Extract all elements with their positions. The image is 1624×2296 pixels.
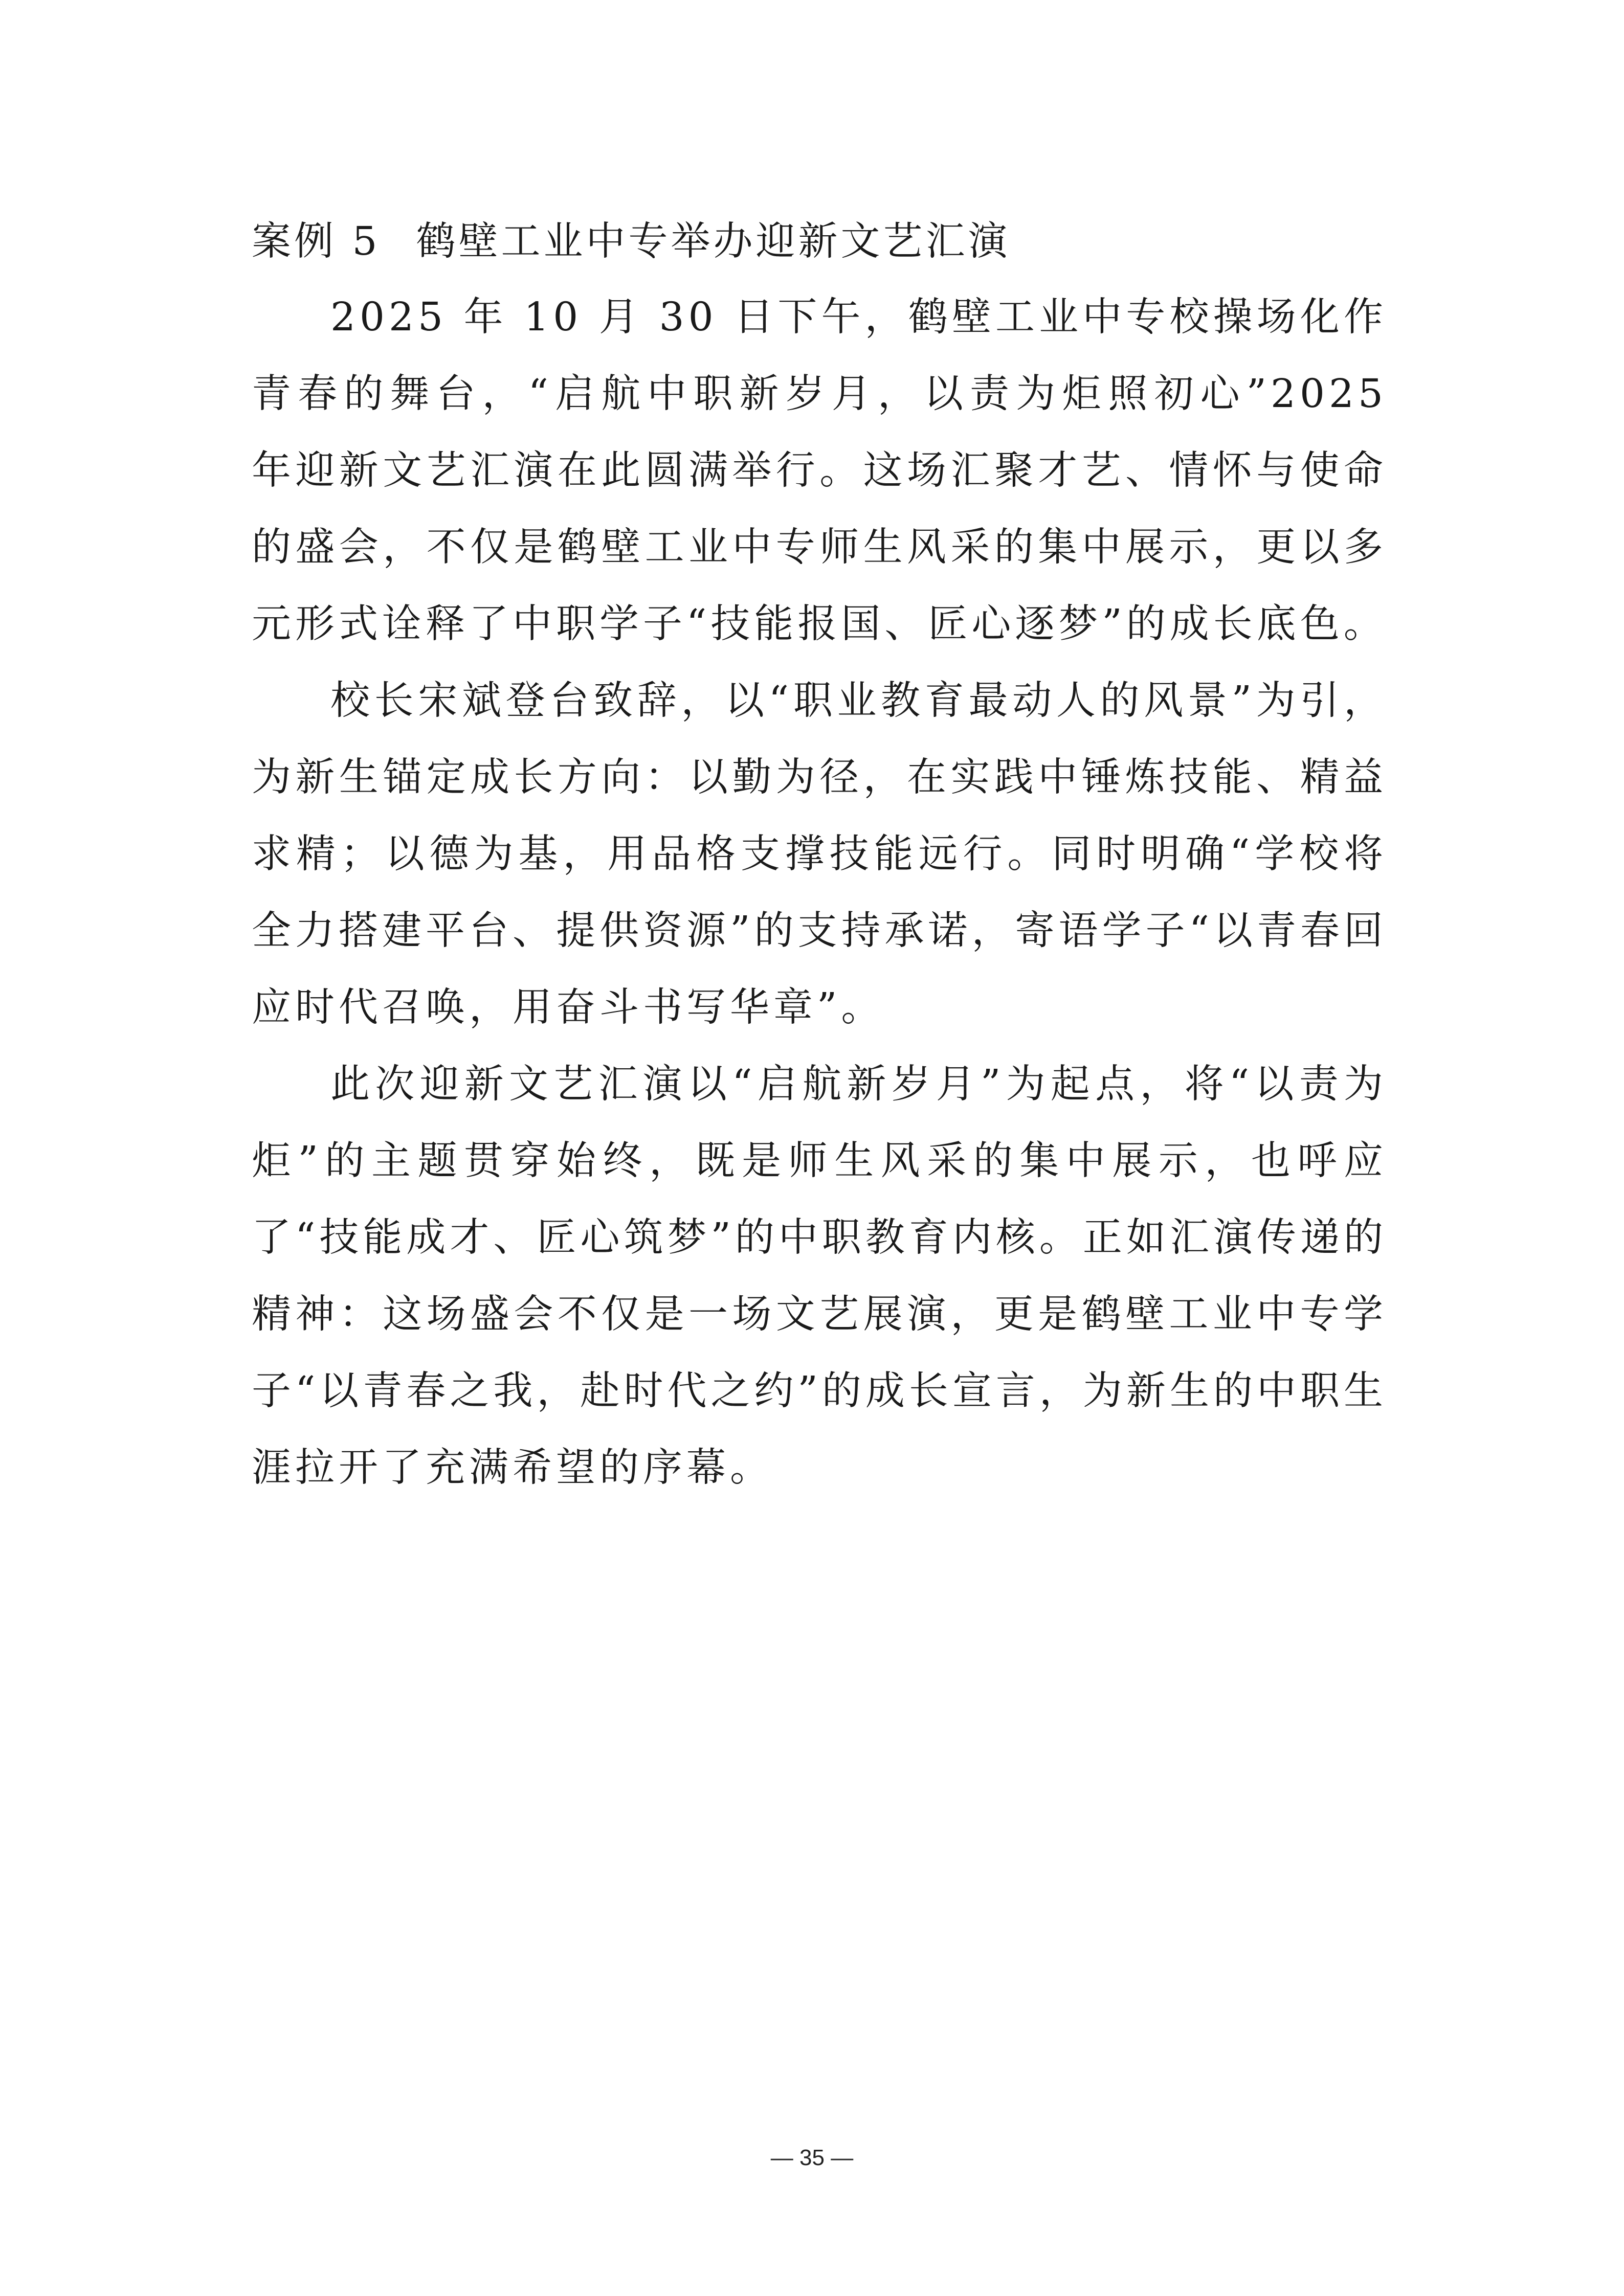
article-heading	[252, 209, 1387, 275]
paragraph-event-intro: 2025 年 10 月 30 日下午，鹤壁工业中专校操场化作青春的舞台，“启航中职新岁月，以责为炬照初心”2025 年迎新文艺汇演在此圆满举行。这场汇聚才艺、情怀与使命的盛会，不仅是鹤壁工业中专师生风采的集中展示，更以多元形式诠释了中职学子“技能报国、匠心逐梦”的成长底色。	[252, 295, 1387, 647]
article-title: 鹤壁工业中专举办迎新文艺汇演	[416, 219, 1011, 264]
paragraph-principal-speech: 校长宋斌登台致辞，以“职业教育最动人的风景”为引，为新生锚定成长方向：以勤为径，在实践中锤炼技能、精益求精；以德为基，用品格支撑技能远行。同时明确“学校将全力搭建平台、提供资源”的支持承诺，寄语学子“以青春回应时代召唤，用奋斗书写华章”。	[252, 678, 1387, 1030]
page-number: — 35 —	[770, 2145, 854, 2170]
case-label: 案例 5	[252, 219, 381, 264]
paragraph-conclusion: 此次迎新文艺汇演以“启航新岁月”为起点，将“以责为炬”的主题贯穿始终，既是师生风采的集中展示，也呼应了“技能成才、匠心筑梦”的中职教育内核。正如汇演传递的精神：这场盛会不仅是一场文艺展演，更是鹤壁工业中专学子“以青春之我，赴时代之约”的成长宣言，为新生的中职生涯拉开了充满希望的序幕。	[252, 1062, 1387, 1491]
article-body	[252, 209, 1387, 1506]
